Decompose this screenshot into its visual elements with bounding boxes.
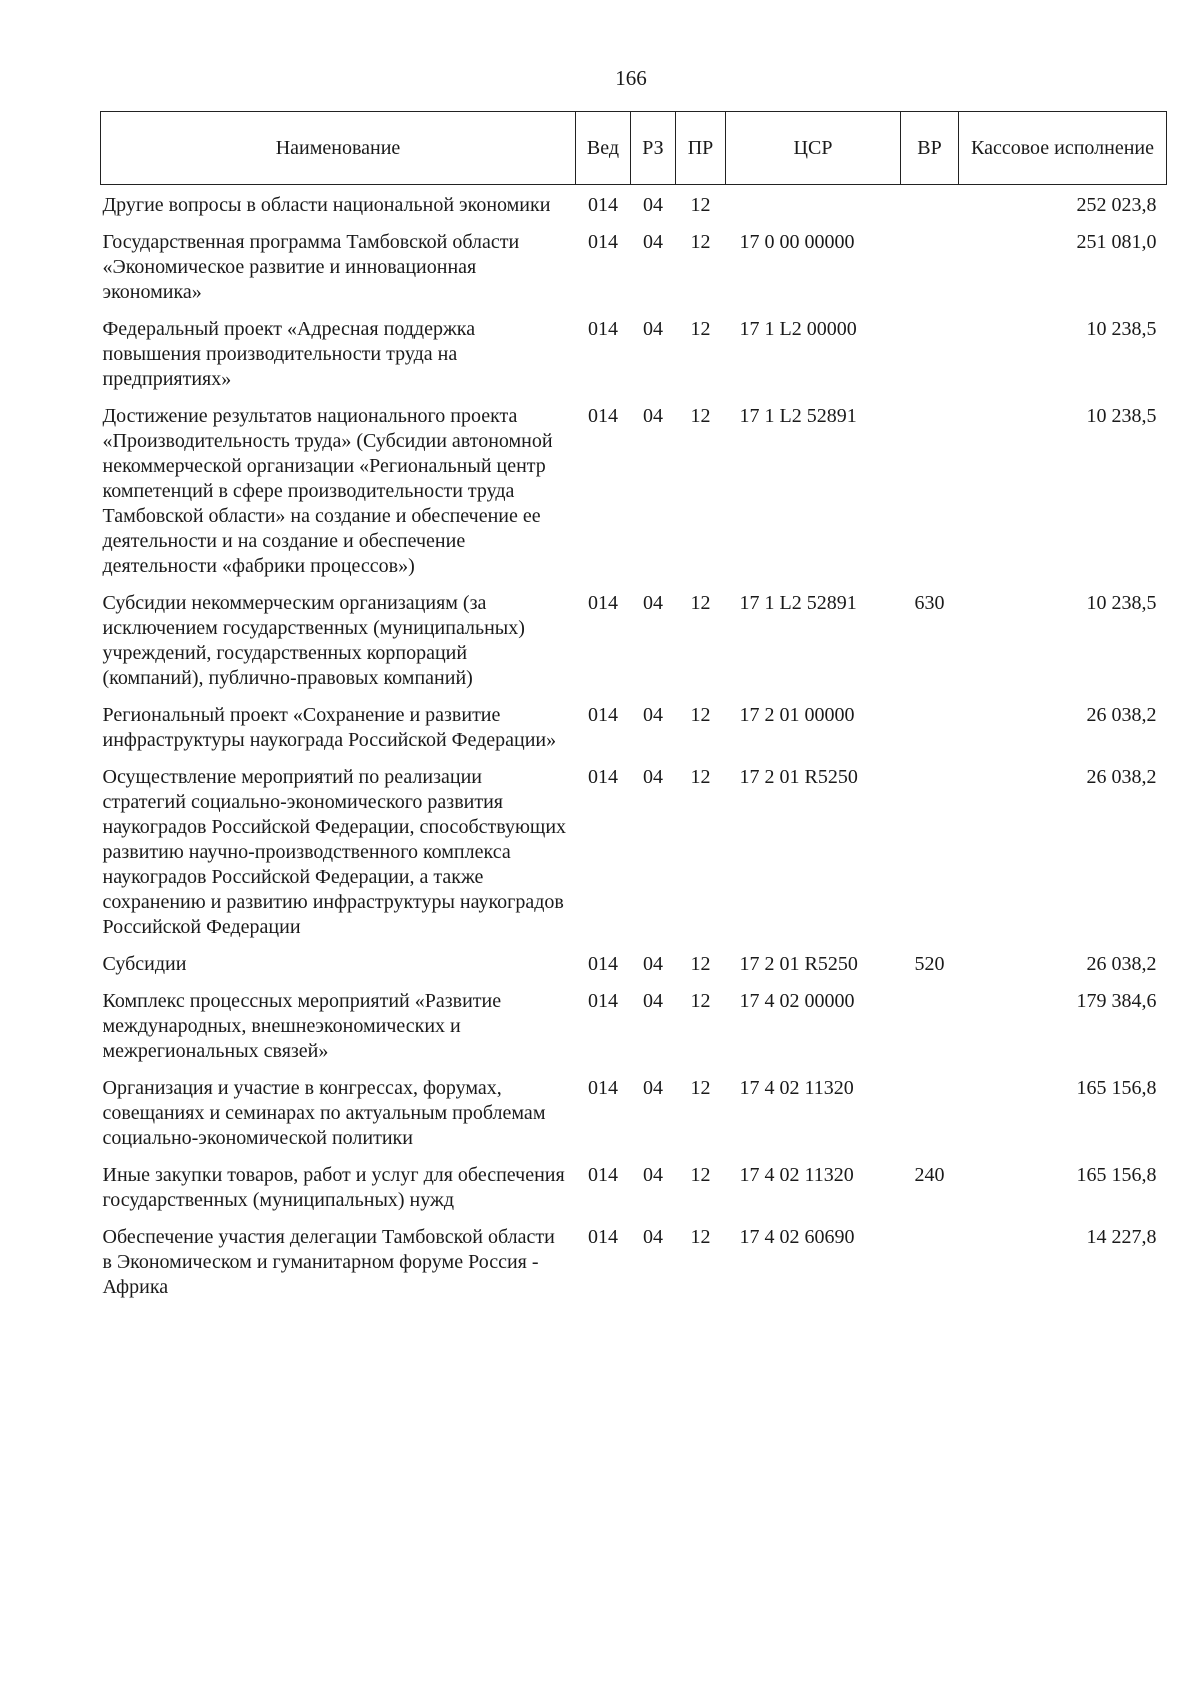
cell-vr [901,396,959,583]
table-row [101,944,1167,981]
cell-sum: 252 023,8 [1076,194,1157,216]
cell-csr: 17 4 02 11320 [739,1077,854,1099]
cell-csr: 17 2 01 R5250 [739,953,858,975]
cell-ved: 014 [588,318,618,340]
table-header [101,112,1167,185]
table-row [101,981,1167,1068]
cell-name: Иные закупки товаров, работ и услуг для обеспечения государственных (муниципальных) нужд [102,1164,565,1211]
table-row [101,1155,1167,1217]
cell-ved: 014 [588,990,618,1012]
table-row [101,396,1167,583]
cell-rz: 04 [643,231,663,253]
cell-csr [726,185,901,223]
page-number: 166 [615,66,647,90]
cell-name: Региональный проект «Сохранение и развитие инфраструктуры наукограда Российской Федерации» [102,704,557,751]
cell-vr [901,222,959,309]
cell-csr: 17 4 02 60690 [739,1226,855,1248]
cell-name: Организация и участие в конгрессах, форумах, совещаниях и семинарах по актуальным проблемам социально-экономической политики [102,1077,546,1149]
cell-sum: 165 156,8 [1076,1077,1157,1099]
table-row [101,185,1167,223]
cell-name: Федеральный проект «Адресная поддержка повышения производительности труда на предприятиях» [102,318,476,390]
cell-pr: 12 [690,231,711,253]
cell-sum: 251 081,0 [1076,231,1157,253]
cell-rz: 04 [643,766,663,788]
cell-sum: 26 038,2 [1086,953,1157,975]
cell-ved: 014 [588,194,618,216]
cell-pr: 12 [690,1077,711,1099]
header-csr: ЦСР [726,112,901,185]
cell-rz: 04 [643,592,663,614]
table-row [101,695,1167,757]
cell-name: Комплекс процессных мероприятий «Развитие международных, внешнеэкономических и межрегиональных связей» [102,990,502,1062]
cell-ved: 014 [588,405,618,427]
cell-vr: 630 [914,592,945,614]
cell-vr: 520 [914,953,945,975]
cell-vr [901,695,959,757]
cell-sum: 165 156,8 [1076,1164,1157,1186]
cell-ved: 014 [588,1077,618,1099]
cell-ved: 014 [588,1164,618,1186]
cell-rz: 04 [643,953,663,975]
budget-execution-table [100,111,1167,1304]
cell-pr: 12 [690,1164,711,1186]
cell-rz: 04 [643,405,663,427]
cell-ved: 014 [588,592,618,614]
table-row [101,757,1167,944]
cell-csr: 17 1 L2 52891 [739,405,857,427]
cell-ved: 014 [588,766,618,788]
cell-pr: 12 [690,405,711,427]
cell-sum: 10 238,5 [1086,318,1157,340]
cell-csr: 17 2 01 00000 [739,704,855,726]
cell-pr: 12 [690,704,711,726]
header-rz: РЗ [631,112,676,185]
cell-pr: 12 [690,766,711,788]
cell-vr [901,309,959,396]
table-row [101,222,1167,309]
cell-ved: 014 [588,953,618,975]
cell-name: Обеспечение участия делегации Тамбовской области в Экономическом и гуманитарном форуме Россия - Африка [102,1226,555,1298]
cell-vr [901,757,959,944]
cell-name: Осуществление мероприятий по реализации стратегий социально-экономического развития наукоградов Российской Федерации, способствующих развитию научно-производственного комплекса наукоградов Российской Федерации, а также сохранению и развитию инфраструктуры наукоградов Российской Федерации [102,766,567,938]
cell-vr [901,1217,959,1304]
cell-vr [901,1068,959,1155]
cell-pr: 12 [690,990,711,1012]
cell-ved: 014 [588,1226,618,1248]
cell-rz: 04 [643,194,663,216]
cell-rz: 04 [643,990,663,1012]
cell-name: Другие вопросы в области национальной экономики [102,194,551,216]
header-ved: Вед [576,112,631,185]
table-row [101,309,1167,396]
table-row [101,1068,1167,1155]
cell-vr [901,185,959,223]
cell-name: Субсидии [102,953,187,975]
cell-rz: 04 [643,1077,663,1099]
cell-pr: 12 [690,592,711,614]
cell-sum: 10 238,5 [1086,592,1157,614]
cell-vr: 240 [914,1164,945,1186]
cell-csr: 17 1 L2 00000 [739,318,857,340]
header-pr: ПР [676,112,726,185]
cell-vr [901,981,959,1068]
cell-csr: 17 2 01 R5250 [739,766,858,788]
cell-ved: 014 [588,231,618,253]
cell-rz: 04 [643,318,663,340]
cell-pr: 12 [690,194,711,216]
cell-rz: 04 [643,1226,663,1248]
cell-sum: 26 038,2 [1086,766,1157,788]
cell-sum: 26 038,2 [1086,704,1157,726]
cell-ved: 014 [588,704,618,726]
header-sum: Кассовое исполнение [959,112,1167,185]
cell-sum: 10 238,5 [1086,405,1157,427]
cell-rz: 04 [643,704,663,726]
cell-csr: 17 0 00 00000 [739,231,855,253]
header-name: Наименование [101,112,576,185]
cell-pr: 12 [690,1226,711,1248]
cell-pr: 12 [690,318,711,340]
cell-pr: 12 [690,953,711,975]
cell-sum: 179 384,6 [1076,990,1157,1012]
table-row [101,1217,1167,1304]
cell-csr: 17 4 02 00000 [739,990,855,1012]
header-vr: ВР [901,112,959,185]
cell-name: Государственная программа Тамбовской области «Экономическое развитие и инновационная экономика» [102,231,520,303]
cell-csr: 17 1 L2 52891 [739,592,857,614]
table-row [101,583,1167,695]
cell-name: Достижение результатов национального проекта «Производительность труда» (Субсидии автономной некоммерческой организации «Региональный центр компетенций в сфере производительности труда Тамбовской области» на создание и обеспечение ее деятельности и на создание и обеспечение деятельности «фабрики процессов») [102,405,553,577]
cell-csr: 17 4 02 11320 [739,1164,854,1186]
cell-name: Субсидии некоммерческим организациям (за исключением государственных (муниципальных) учреждений, государственных корпораций (компаний), публично-правовых компаний) [102,592,525,689]
table-body [101,185,1167,1305]
cell-rz: 04 [643,1164,663,1186]
cell-sum: 14 227,8 [1086,1226,1157,1248]
